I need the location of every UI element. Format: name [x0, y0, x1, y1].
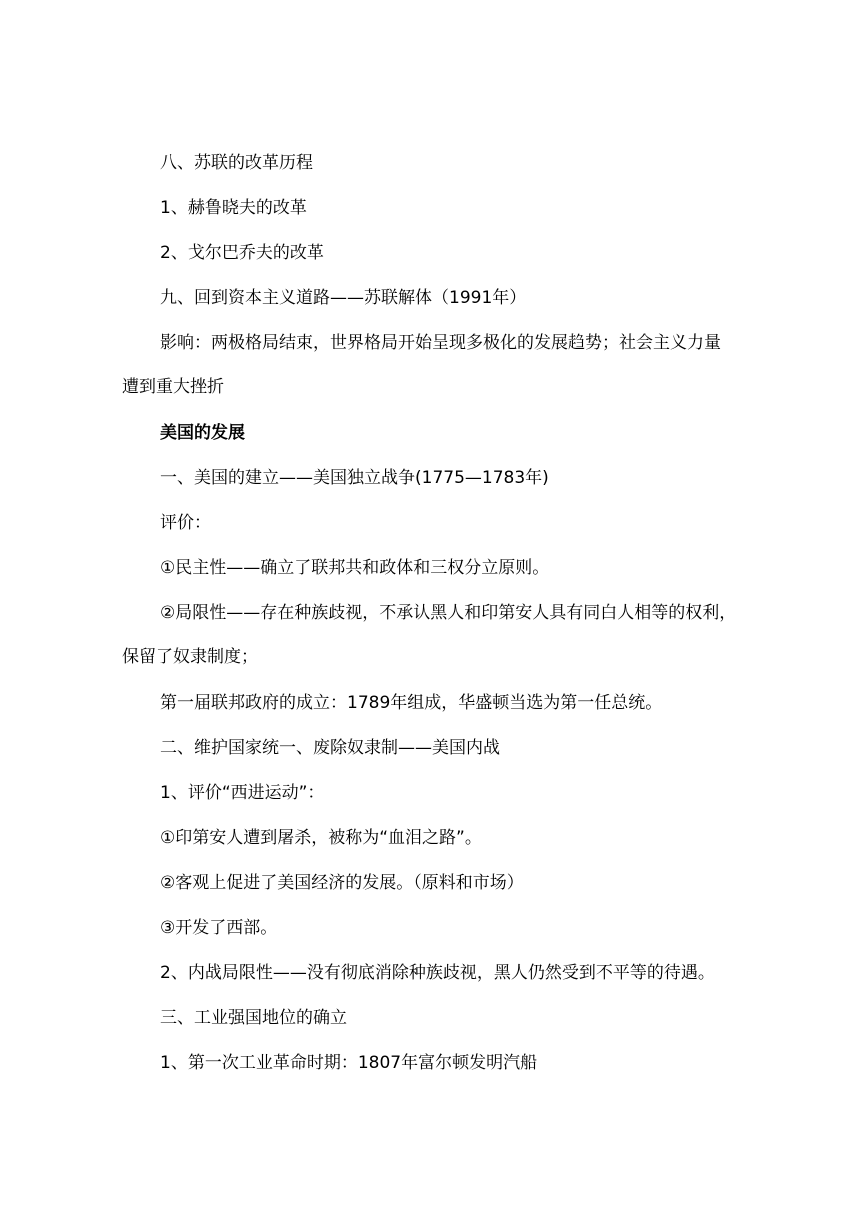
paragraph-line: 第一届联邦政府的成立：1789年组成，华盛顿当选为第一任总统。	[160, 693, 663, 713]
heading-industrial-power: 三、工业强国地位的确立	[160, 1008, 347, 1028]
list-item: 1、第一次工业革命时期：1807年富尔顿发明汽船	[160, 1053, 538, 1073]
paragraph-line: 保留了奴隶制度；	[122, 647, 258, 667]
paragraph-line: 影响：两极格局结束，世界格局开始呈现多极化的发展趋势；社会主义力量	[160, 333, 721, 353]
list-item: ①民主性——确立了联邦共和政体和三权分立原则。	[160, 558, 550, 578]
list-item: 1、评价“西进运动”：	[160, 783, 325, 803]
heading-soviet-dissolution: 九、回到资本主义道路——苏联解体（1991年）	[160, 288, 527, 308]
list-item: ②客观上促进了美国经济的发展。（原料和市场）	[160, 873, 524, 893]
paragraph-line: 遭到重大挫折	[122, 377, 224, 397]
list-item: ②局限性——存在种族歧视，不承认黑人和印第安人具有同白人相等的权利，	[160, 603, 737, 623]
list-item: 2、戈尔巴乔夫的改革	[160, 243, 324, 263]
section-title-us: 美国的发展	[160, 423, 245, 443]
heading-civil-war: 二、维护国家统一、废除奴隶制——美国内战	[160, 738, 500, 758]
list-item: 2、内战局限性——没有彻底消除种族歧视，黑人仍然受到不平等的待遇。	[160, 963, 715, 983]
list-item: 1、赫鲁晓夫的改革	[160, 198, 307, 218]
list-item: ①印第安人遭到屠杀，被称为“血泪之路”。	[160, 828, 482, 848]
heading-us-founding: 一、美国的建立——美国独立战争(1775—1783年)	[160, 468, 549, 488]
paragraph-line: 评价：	[160, 513, 211, 533]
heading-soviet-reform: 八、苏联的改革历程	[160, 153, 313, 173]
list-item: ③开发了西部。	[160, 918, 278, 938]
